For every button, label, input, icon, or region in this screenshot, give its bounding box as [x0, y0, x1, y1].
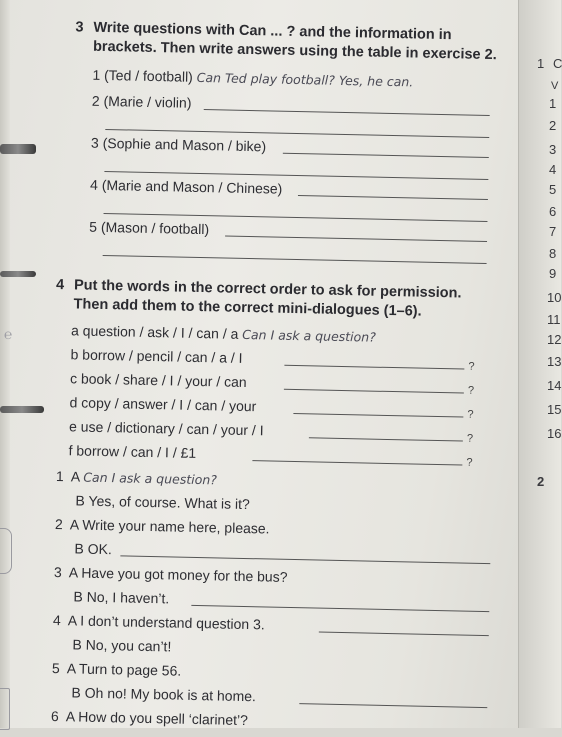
speaker-a: A — [67, 612, 77, 629]
ex4-item-b — [70, 346, 242, 366]
exercise-4-number: 4 — [55, 276, 65, 294]
ex4-item-e-answer-line[interactable] — [309, 437, 463, 441]
facing-page-list-number: 8 — [549, 246, 557, 261]
facing-page-list-number: 3 — [549, 142, 557, 157]
exercise-4-title-line2: Then add them to the correct mini-dialogues (1–6). — [73, 296, 422, 320]
facing-page-list-number: 4 — [549, 162, 557, 177]
dialogue-2-answer-line[interactable] — [120, 555, 490, 564]
ex3-item-2 — [92, 93, 192, 111]
facing-page-list-number: 16 — [547, 426, 562, 441]
ex4-item-d-answer-line[interactable] — [293, 413, 463, 418]
facing-page-list-number: 6 — [549, 204, 557, 219]
exercise-3-number: 3 — [75, 19, 84, 36]
ex4-item-f-answer-line[interactable] — [252, 460, 462, 465]
exercise-4-title — [55, 276, 461, 322]
item-prompt: (Sophie and Mason / bike) — [102, 134, 267, 155]
dialogue-line: Have you got money for the bus? — [81, 564, 288, 585]
dialogue-line: I don’t understand question 3. — [80, 612, 265, 633]
ex3-item-5-answer-line[interactable] — [225, 236, 487, 242]
dialogue-line: No, you can’t! — [85, 636, 172, 655]
dialogue-2-a — [55, 516, 270, 536]
question-mark: ? — [466, 432, 474, 445]
dialogue-5-a — [52, 660, 182, 679]
question-mark: ? — [466, 456, 473, 469]
dialogue-3-a — [54, 564, 288, 585]
ex4-item-c — [70, 370, 247, 390]
facing-page-list-number: 9 — [549, 266, 557, 281]
speaker-b: B — [72, 636, 83, 653]
dialogue-line: Turn to page 56. — [78, 660, 182, 679]
ex3-item-3-answer-line[interactable] — [283, 153, 489, 158]
facing-page-number: 1 — [537, 56, 545, 71]
question-mark: ? — [467, 384, 475, 397]
handwritten-answer: Can Ted play football? Yes, he can. — [196, 69, 414, 90]
ex3-item-1 — [92, 67, 413, 90]
dialogue-4-answer-line[interactable] — [319, 632, 489, 637]
facing-page-list-number: 5 — [549, 182, 557, 197]
item-letter: a — [70, 322, 80, 339]
facing-page-list-number: 11 — [547, 312, 561, 327]
dialogue-number: 2 — [54, 516, 63, 533]
facing-page-letter-v: V — [551, 80, 559, 92]
item-letter: f — [68, 442, 73, 459]
exercise-3-title-line2: brackets. Then write answers using the table in exercise 2. — [92, 38, 497, 64]
speaker-a: A — [65, 708, 75, 725]
speaker-a: A — [69, 516, 79, 533]
dialogue-5-answer-line[interactable] — [299, 703, 487, 708]
dialogue-4-a — [53, 612, 265, 632]
item-prompt: (Marie and Mason / Chinese) — [101, 176, 283, 197]
question-mark: ? — [467, 408, 474, 421]
speaker-b: B — [74, 540, 85, 557]
item-letter: b — [70, 346, 79, 363]
speaker-a: A — [70, 468, 80, 485]
dialogue-line: How do you spell ‘clarinet’? — [78, 708, 249, 729]
dialogue-3-answer-line[interactable] — [191, 605, 489, 612]
ex4-item-d — [69, 394, 256, 414]
ex4-item-f — [68, 442, 196, 461]
dialogue-line: OK. — [87, 540, 113, 558]
facing-page-edge — [518, 0, 561, 728]
facing-page-list-number: 7 — [549, 224, 557, 239]
dialogue-1-b — [75, 492, 250, 512]
exercise-4-title-line1: Put the words in the correct order to ask for permission. — [73, 277, 462, 302]
dialogue-4-b — [72, 636, 171, 654]
speaker-b: B — [75, 492, 86, 509]
item-number: 4 — [89, 176, 99, 193]
dialogue-2-b — [74, 540, 112, 557]
facing-page-list-number: 15 — [547, 402, 562, 417]
speaker-b: B — [73, 588, 84, 605]
item-number: 5 — [89, 218, 98, 235]
item-prompt: book / share / I / your / can — [80, 370, 247, 390]
item-number: 3 — [90, 134, 99, 151]
facing-page-list-number: 14 — [547, 378, 562, 393]
facing-page-list-number: 12 — [547, 332, 562, 347]
dialogue-number: 1 — [55, 468, 64, 485]
ex3-item-3 — [91, 135, 266, 155]
dialogue-number: 3 — [53, 564, 62, 581]
question-mark: ? — [468, 360, 475, 373]
dialogue-number: 4 — [52, 611, 61, 629]
exercise-3-title-line1: Write questions with Can ... ? and the information in — [93, 19, 452, 44]
item-letter: d — [69, 394, 78, 411]
ex3-item-5 — [89, 219, 209, 238]
item-prompt: (Mason / football) — [100, 218, 210, 238]
ex4-item-e — [69, 418, 264, 438]
facing-page-list-number: 2 — [549, 118, 557, 133]
item-prompt: (Ted / football) — [103, 66, 193, 85]
dialogue-3-b — [73, 588, 169, 606]
dialogue-line: Write your name here, please. — [82, 516, 270, 537]
facing-page-letter: C — [553, 56, 562, 71]
speaker-a: A — [68, 564, 78, 581]
item-letter: e — [68, 418, 78, 435]
handwritten-answer: Can I ask a question? — [242, 326, 376, 345]
item-prompt: use / dictionary / can / your / I — [80, 418, 264, 439]
dialogue-6-a — [51, 708, 248, 728]
ex4-item-a — [71, 322, 376, 344]
dialogue-number: 5 — [51, 659, 60, 677]
dialogue-number: 6 — [50, 707, 59, 725]
facing-page-list-number: 1 — [549, 96, 557, 111]
dialogue-5-b — [71, 684, 256, 704]
dialogue-line: No, I haven’t. — [86, 588, 170, 607]
exercise-3-title — [75, 18, 497, 65]
item-prompt: borrow / can / I / £1 — [76, 442, 197, 461]
speaker-a: A — [66, 660, 76, 677]
dialogue-line: Yes, of course. What is it? — [88, 492, 250, 513]
item-prompt: copy / answer / I / can / your — [81, 394, 257, 415]
facing-page-side-number: 2 — [537, 474, 545, 489]
ex3-item-4 — [90, 177, 283, 197]
ex3-item-5-answer-line-2[interactable] — [103, 255, 487, 264]
item-letter: c — [69, 370, 78, 387]
facing-page-list-number: 13 — [547, 354, 562, 369]
dialogue-line: Oh no! My book is at home. — [84, 684, 257, 705]
item-number: 2 — [91, 92, 100, 109]
ex4-item-c-answer-line[interactable] — [284, 389, 464, 394]
swirl-decoration: ℮ — [4, 326, 13, 342]
speaker-b: B — [71, 684, 82, 701]
ex3-item-2-answer-line[interactable] — [204, 109, 490, 116]
item-prompt: borrow / pencil / can / a / I — [82, 346, 243, 366]
dialogue-1-a — [56, 468, 217, 487]
handwritten-answer: Can I ask a question? — [83, 469, 218, 488]
ex4-item-b-answer-line[interactable] — [284, 365, 464, 370]
ex3-item-4-answer-line[interactable] — [298, 195, 488, 200]
item-prompt: question / ask / I / can / a — [82, 322, 239, 342]
facing-page-list-number: 10 — [547, 290, 562, 305]
item-prompt: (Marie / violin) — [103, 92, 192, 111]
item-number: 1 — [92, 66, 101, 83]
